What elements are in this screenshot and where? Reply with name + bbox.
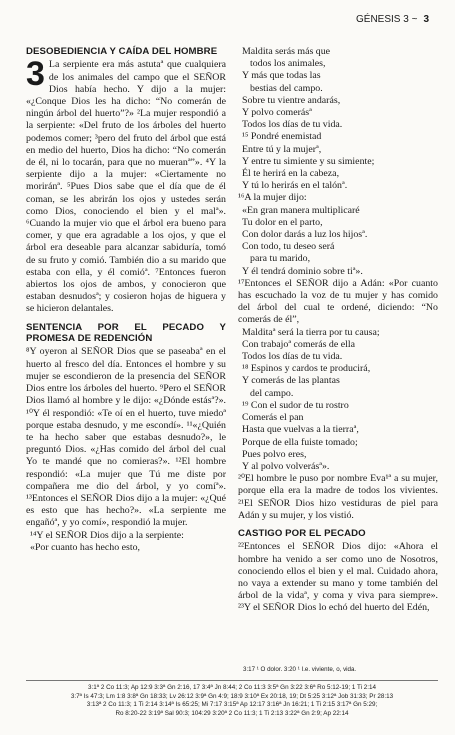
verse-line: ¹⁶A la mujer dijo:	[238, 192, 307, 204]
poetry-line: Y él tendrá dominio sobre tiª».	[242, 265, 363, 277]
crossref-line: Ro 8:20-22 3:19ª Sal 90:3; 104:29 3:20ª 2 Co 11:3; 1 Ti 2:13 3:22ª Gn 2:9; Ap 22:14	[115, 709, 349, 717]
poetry-line: del campo.	[250, 387, 294, 399]
poetry-line: para tu marido,	[250, 253, 311, 265]
poetry-line: todos los animales,	[250, 58, 326, 70]
chapter-number: 3	[26, 55, 45, 94]
page-number: 3	[423, 14, 429, 25]
verse-paragraph: ²²Entonces el SEÑOR Dios dijo: «Ahora el hombre ha venido a ser como uno de Nosotros, conociendo ellos el bien y el mal. Cuidado ahora, no vaya a extender su mano y tome también del árbol de la vidaª, y coma y viva para siempre». ²³Y el SEÑOR Dios lo echó del huerto del Edén,	[238, 541, 438, 614]
poetry-line: bestias del campo.	[250, 82, 323, 94]
poetry-line: Todos los días de tu vida.	[242, 351, 343, 363]
poetry-line: Tu dolor en el parto,	[242, 216, 323, 228]
poetry-line: Porque de ella fuiste tomado;	[242, 436, 358, 448]
poetry-line: ¹⁴Y el SEÑOR Dios dijo a la serpiente:	[30, 529, 184, 541]
book-chapter: GÉNESIS 3 ~	[356, 14, 418, 25]
poetry-block	[238, 46, 438, 192]
poetry-block	[238, 327, 438, 473]
cross-references	[26, 684, 438, 718]
poetry-line: Pues polvo eres,	[242, 448, 307, 460]
left-column	[26, 46, 226, 554]
poetry-line: Maldita serás más que	[242, 46, 331, 57]
poetry-line: «Por cuanto has hecho esto,	[30, 541, 140, 553]
poetry-line: ¹⁵ Pondré enemistad	[242, 131, 322, 143]
poetry-line: Entre tú y la mujerª,	[242, 143, 322, 155]
poetry-line: Y entre tu simiente y su simiente;	[242, 155, 375, 167]
footnote: 3:17 ¹ O dolor. 3:20 ¹ I.e. viviente, o, vida.	[243, 666, 357, 673]
poetry-line: Y al polvo volverásª».	[242, 460, 330, 472]
crossref-line: 3:7ª Is 47:3; Lm 1:8 3:8ª Gn 18:33; Lv 26:12 3:9ª Gn 4:9; 18:9 3:10ª Ex 20:18, 19; Dt 5:25 3:12ª Job 31:33; Pr 28:13	[70, 692, 394, 700]
poetry-line: Con trabajoª comerás de ella	[242, 338, 355, 350]
poetry-line: Todos los días de tu vida.	[242, 119, 343, 131]
poetry-line: Él te herirá en la cabeza,	[242, 168, 340, 180]
verse-paragraph: ⁸Y oyeron al SEÑOR Dios que se paseabaª en el huerto al fresco del día. Entonces el hombre y su mujer se escondieron de la presencia del SEÑOR Dios entre los árboles del huerto. ⁹Pero el SEÑOR Dios llamó al hombre y le dijo: «¿Dónde estásª?». ¹⁰Y él respondió: «Te oí en el huerto, tuve miedoª porque estaba desnudo, y me escondí». ¹¹«¿Quién te ha hecho saber que estabas desnudo?», le preguntó Dios. «¿Has comido del árbol del cual Yo te mandé que no comieras?». ¹²El hombre respondió: «La mujer que Tú me diste por compañera me dio del árbol, y yo comíª». ¹³Entonces el SEÑOR Dios dijo a la mujer: «¿Qué es esto que has hecho?». «La serpiente me engañóª, y yo comí», respondió la mujer.	[26, 346, 226, 529]
poetry-line: «En gran manera multiplicaré	[242, 204, 360, 216]
verse-paragraph	[26, 55, 226, 315]
running-header	[356, 14, 429, 25]
poetry-line: Y polvo comerásª	[242, 107, 312, 119]
crossref-line: 3:13ª 2 Co 11:3; 1 Ti 2:14 3:14ª Is 65:25; Mi 7:17 3:15ª Ap 12:17 3:16ª Jn 16:21; 1 Ti 2:15 3:17ª Gn 5:29;	[86, 701, 378, 709]
verse-paragraph: ²⁰El hombre le puso por nombre Eva¹ª a su mujer, porque ella era la madre de todos los vivientes. ²¹El SEÑOR Dios hizo vestiduras de piel para Adán y su mujer, y los vistió.	[238, 473, 438, 521]
poetry-line: Con dolor darás a luz los hijosª.	[242, 229, 368, 241]
verse-paragraph: ¹⁷Entonces el SEÑOR dijo a Adán: «Por cuanto has escuchado la voz de tu mujer y has comido del árbol del cual te ordené, diciendo: “No comerás de él”,	[238, 277, 438, 326]
crossref-line: 3:1ª 2 Co 11:3; Ap 12:9 3:3ª Gn 2:16, 17 3:4ª Jn 8:44; 2 Co 11:3 3:5ª Gn 3:22 3:6ª Ro 5:12-19; 1 Ti 2:14	[88, 684, 376, 691]
poetry-line: ¹⁹ Con el sudor de tu rostro	[242, 399, 349, 411]
poetry-block	[26, 530, 226, 554]
poetry-line: Con todo, tu deseo será	[242, 241, 335, 253]
poetry-line: ¹⁸ Espinos y cardos te producirá,	[242, 363, 371, 375]
poetry-line: Y más que todas las	[242, 70, 321, 82]
poetry-line: Comerás el pan	[242, 412, 304, 424]
poetry-block	[238, 205, 438, 278]
section-heading: CASTIGO POR EL PECADO	[238, 527, 366, 539]
right-column	[238, 46, 438, 615]
poetry-line: Malditaª será la tierra por tu causa;	[242, 326, 380, 338]
poetry-line: Y comerás de las plantas	[242, 375, 340, 387]
section-heading: DESOBEDIENCIA Y CAÍDA DEL HOMBRE	[26, 46, 218, 57]
poetry-line: Sobre tu vientre andarás,	[242, 94, 341, 106]
section-heading: SENTENCIA POR EL PECADO Y PROMESA DE REDENCIÓN	[26, 321, 226, 345]
poetry-line: Y tú lo herirás en el talónª.	[242, 180, 348, 192]
paragraph-text: La serpiente era más astutaª que cualquiera de los animales del campo que el SEÑOR Dios había hecho. Y dijo a la mujer: «¿Conque Dios les ha dicho: “No comerán de ningún árbol del huerto”?» ²La mujer respondió a la serpiente: «Del fruto de los árboles del huerto podemos comer; ³pero del fruto del árbol que está en medio del huerto, Dios ha dicho: “No comerán de él, ni lo tocarán, para que no mueranª”». ⁴Y la serpiente dijo a la mujer: «Ciertamente no moriránª. ⁵Pues Dios sabe que el día que de él coman, se les abrirán los ojos y ustedes serán como Dios, conociendo el bien y el malª». ⁶Cuando la mujer vio que el árbol era bueno para comer, y que era agradable a los ojos, y que el árbol era deseable para alcanzar sabiduría, tomó de su fruto y comió. También dio a su marido que estaba con ella, y él comióª. ⁷Entonces fueron abiertos los ojos de ambos, y conocieron que estaban desnudosª; y cosieron hojas de higuera y se hicieron delantales.	[26, 59, 226, 315]
poetry-line: Hasta que vuelvas a la tierraª,	[242, 424, 359, 436]
divider	[26, 680, 438, 681]
